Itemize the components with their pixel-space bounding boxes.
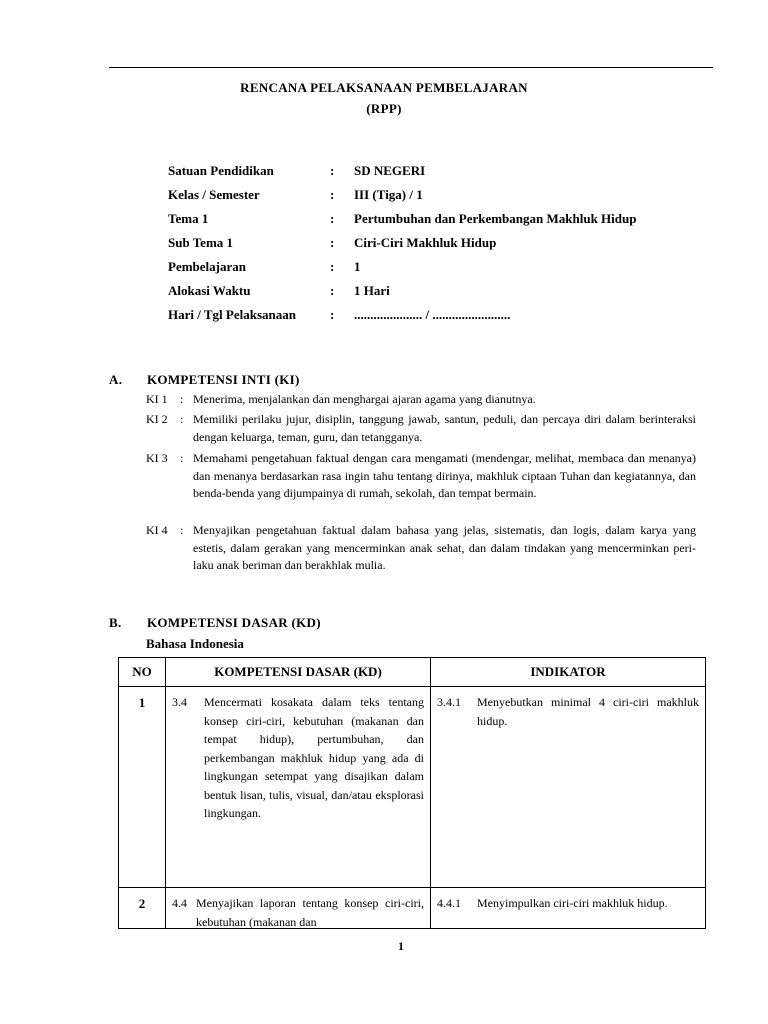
ki-item-2 bbox=[146, 411, 696, 446]
ki-item-4 bbox=[146, 522, 696, 575]
identity-label: Satuan Pendidikan bbox=[168, 163, 274, 178]
ki-code: KI 2 bbox=[146, 412, 168, 426]
row-number: 2 bbox=[119, 888, 166, 929]
identity-value: III (Tiga) / 1 bbox=[354, 187, 423, 202]
table-row bbox=[119, 687, 706, 888]
kd-text: Mencermati kosakata dalam teks tentang konsep ciri-ciri, kebutuhan (makanan dan tempat hidup), pertumbuhan, dan perkembangan makhluk hidup yang ada di lingkungan setempat yang disajikan dalam bentuk lisan, tulis, visual, dan/atau eksplorasi lingkungan. bbox=[204, 695, 424, 820]
identity-colon: : bbox=[330, 211, 335, 226]
section-letter: A. bbox=[109, 372, 123, 387]
top-rule bbox=[109, 67, 713, 68]
kd-number: 4.4 bbox=[172, 896, 187, 910]
ki-code: KI 3 bbox=[146, 451, 168, 465]
identity-label: Pembelajaran bbox=[168, 259, 246, 274]
identity-label: Kelas / Semester bbox=[168, 187, 260, 202]
identity-colon: : bbox=[330, 235, 335, 250]
ki-text: Menerima, menjalankan dan menghargai ajaran agama yang dianutnya. bbox=[193, 392, 536, 406]
column-header-indikator: INDIKATOR bbox=[431, 658, 706, 687]
section-letter: B. bbox=[109, 615, 122, 630]
identity-colon: : bbox=[330, 163, 335, 178]
ki-colon: : bbox=[180, 523, 184, 537]
row-number: 1 bbox=[119, 687, 166, 888]
ki-text: Menyajikan pengetahuan faktual dalam bahasa yang jelas, sistematis, dan logis, dalam karya yang estetis, dalam gerakan yang mencerminkan anak sehat, dan dalam tindakan yang mencerminkan peri-laku anak beriman dan berakhlak mulia. bbox=[193, 523, 696, 572]
kd-number: 3.4 bbox=[172, 695, 187, 709]
page-number: 1 bbox=[398, 939, 404, 953]
indicator-text: Menyimpulkan ciri-ciri makhluk hidup. bbox=[477, 896, 668, 910]
identity-label: Alokasi Waktu bbox=[168, 283, 251, 298]
kd-cell bbox=[166, 687, 431, 888]
identity-colon: : bbox=[330, 187, 335, 202]
ki-item-1 bbox=[146, 391, 696, 409]
indicator-cell bbox=[431, 888, 706, 929]
ki-item-3 bbox=[146, 450, 696, 503]
identity-label: Hari / Tgl Pelaksanaan bbox=[168, 307, 296, 322]
section-title: KOMPETENSI INTI (KI) bbox=[147, 372, 300, 387]
table-header-row bbox=[119, 658, 706, 687]
column-header-kd: KOMPETENSI DASAR (KD) bbox=[166, 658, 431, 687]
indicator-number: 4.4.1 bbox=[437, 896, 461, 910]
ki-colon: : bbox=[180, 412, 184, 426]
column-header-no: NO bbox=[119, 658, 166, 687]
ki-code: KI 1 bbox=[146, 392, 168, 406]
ki-text: Memahami pengetahuan faktual dengan cara mengamati (mendengar, melihat, membaca dan menanya) dan menanya berdasarkan rasa ingin tahu tentang dirinya, makhluk ciptaan Tuhan dan kegiatannya, dan benda-benda yang dijumpainya di rumah, sekolah, dan tempat bermain. bbox=[193, 451, 696, 500]
ki-code: KI 4 bbox=[146, 523, 168, 537]
document-subtitle: (RPP) bbox=[366, 101, 402, 116]
kd-text: Menyajikan laporan tentang konsep ciri-ciri, kebutuhan (makanan dan bbox=[196, 896, 424, 928]
indicator-cell bbox=[431, 687, 706, 888]
identity-value: Ciri-Ciri Makhluk Hidup bbox=[354, 235, 497, 250]
identity-value: SD NEGERI bbox=[354, 163, 426, 178]
identity-label: Tema 1 bbox=[168, 211, 209, 226]
identity-value: ..................... / ........................ bbox=[354, 307, 511, 322]
identity-label: Sub Tema 1 bbox=[168, 235, 234, 250]
ki-colon: : bbox=[180, 451, 184, 465]
identity-colon: : bbox=[330, 283, 335, 298]
identity-value: 1 Hari bbox=[354, 283, 390, 298]
section-title: KOMPETENSI DASAR (KD) bbox=[147, 615, 321, 630]
ki-text: Memiliki perilaku jujur, disiplin, tanggung jawab, santun, peduli, dan percaya diri dalam berinteraksi dengan keluarga, teman, guru, dan tetangganya. bbox=[193, 412, 696, 444]
ki-colon: : bbox=[180, 392, 184, 406]
identity-value: Pertumbuhan dan Perkembangan Makhluk Hidup bbox=[354, 211, 637, 226]
indicator-text: Menyebutkan minimal 4 ciri-ciri makhluk hidup. bbox=[477, 695, 699, 728]
identity-colon: : bbox=[330, 259, 335, 274]
table-row bbox=[119, 888, 706, 929]
identity-colon: : bbox=[330, 307, 335, 322]
kd-table bbox=[118, 657, 706, 929]
kd-cell bbox=[166, 888, 431, 929]
identity-value: 1 bbox=[354, 259, 361, 274]
subject-heading: Bahasa Indonesia bbox=[146, 636, 244, 651]
document-title: RENCANA PELAKSANAAN PEMBELAJARAN bbox=[240, 80, 528, 95]
indicator-number: 3.4.1 bbox=[437, 695, 461, 709]
